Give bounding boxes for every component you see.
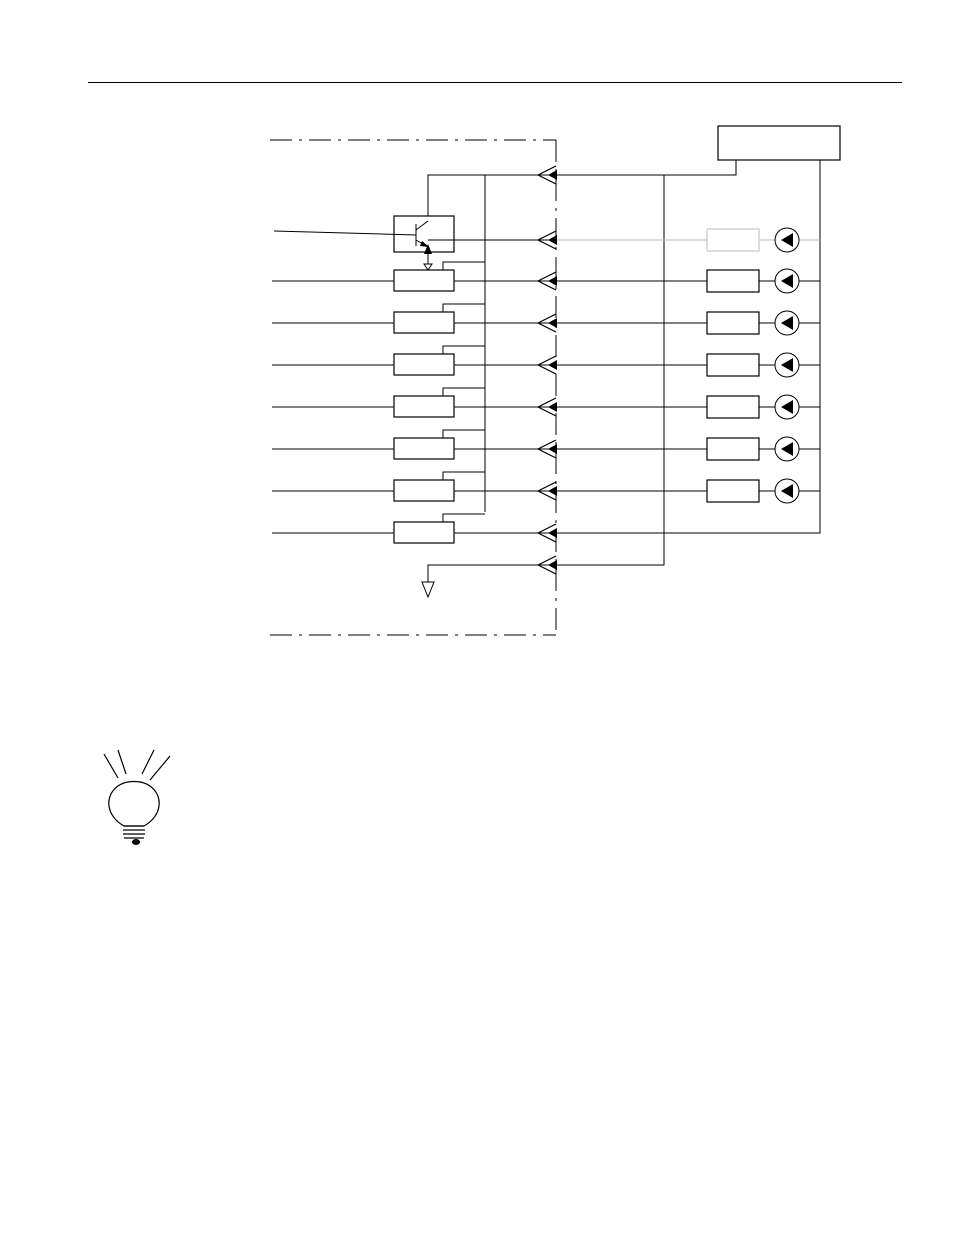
rail-tap-ch7 bbox=[443, 472, 485, 480]
transistor-box bbox=[394, 216, 454, 252]
photodiode-icon bbox=[775, 395, 799, 419]
arrow-icon bbox=[548, 235, 557, 245]
connector-terminals bbox=[538, 166, 557, 574]
arrow-icon bbox=[548, 528, 557, 538]
arrow-icon bbox=[548, 444, 557, 454]
external-resistor-ch2 bbox=[707, 270, 759, 292]
power-supply-leads bbox=[556, 160, 820, 533]
optocoupler-box-ch6 bbox=[394, 438, 454, 459]
external-resistor-ch1 bbox=[707, 229, 759, 251]
optocoupler-box-ch7 bbox=[394, 480, 454, 501]
photodiode-icon bbox=[775, 269, 799, 293]
rail-tap-ch2 bbox=[443, 262, 485, 270]
external-resistor-ch5 bbox=[707, 396, 759, 418]
ground-icon bbox=[422, 582, 434, 597]
rail-tap-ch5 bbox=[443, 388, 485, 396]
rail-tap-ch8 bbox=[443, 514, 485, 522]
rail-tap-ch3 bbox=[443, 304, 485, 312]
optocoupler-box-ch4 bbox=[394, 354, 454, 375]
rail-tap-ch6 bbox=[443, 430, 485, 438]
photodiode-icon bbox=[775, 437, 799, 461]
input-channel-8 bbox=[272, 514, 556, 543]
module-boundary bbox=[270, 140, 556, 635]
rail-tap-ch4 bbox=[443, 346, 485, 354]
optocoupler-box-ch8 bbox=[394, 522, 454, 543]
arrow-icon bbox=[548, 318, 557, 328]
arrow-icon bbox=[548, 276, 557, 286]
photodiode-icon bbox=[775, 479, 799, 503]
arrow-icon bbox=[548, 486, 557, 496]
power-supply-box bbox=[718, 126, 840, 160]
optocoupler-box-ch3 bbox=[394, 312, 454, 333]
optocoupler-box-ch5 bbox=[394, 396, 454, 417]
external-resistor-ch4 bbox=[707, 354, 759, 376]
arrow-icon bbox=[548, 402, 557, 412]
transistor-down-arrow-icon bbox=[424, 264, 432, 270]
arrow-icon bbox=[548, 560, 557, 570]
photodiode-icon bbox=[775, 353, 799, 377]
optocoupler-box-ch2 bbox=[394, 270, 454, 291]
photodiode-icon bbox=[775, 311, 799, 335]
external-resistor-ch3 bbox=[707, 312, 759, 334]
photodiode-icon bbox=[775, 228, 799, 252]
external-resistor-ch7 bbox=[707, 480, 759, 502]
arrow-icon bbox=[548, 360, 557, 370]
external-resistor-ch6 bbox=[707, 438, 759, 460]
arrow-icon bbox=[548, 170, 557, 180]
lightbulb-icon bbox=[96, 748, 176, 848]
